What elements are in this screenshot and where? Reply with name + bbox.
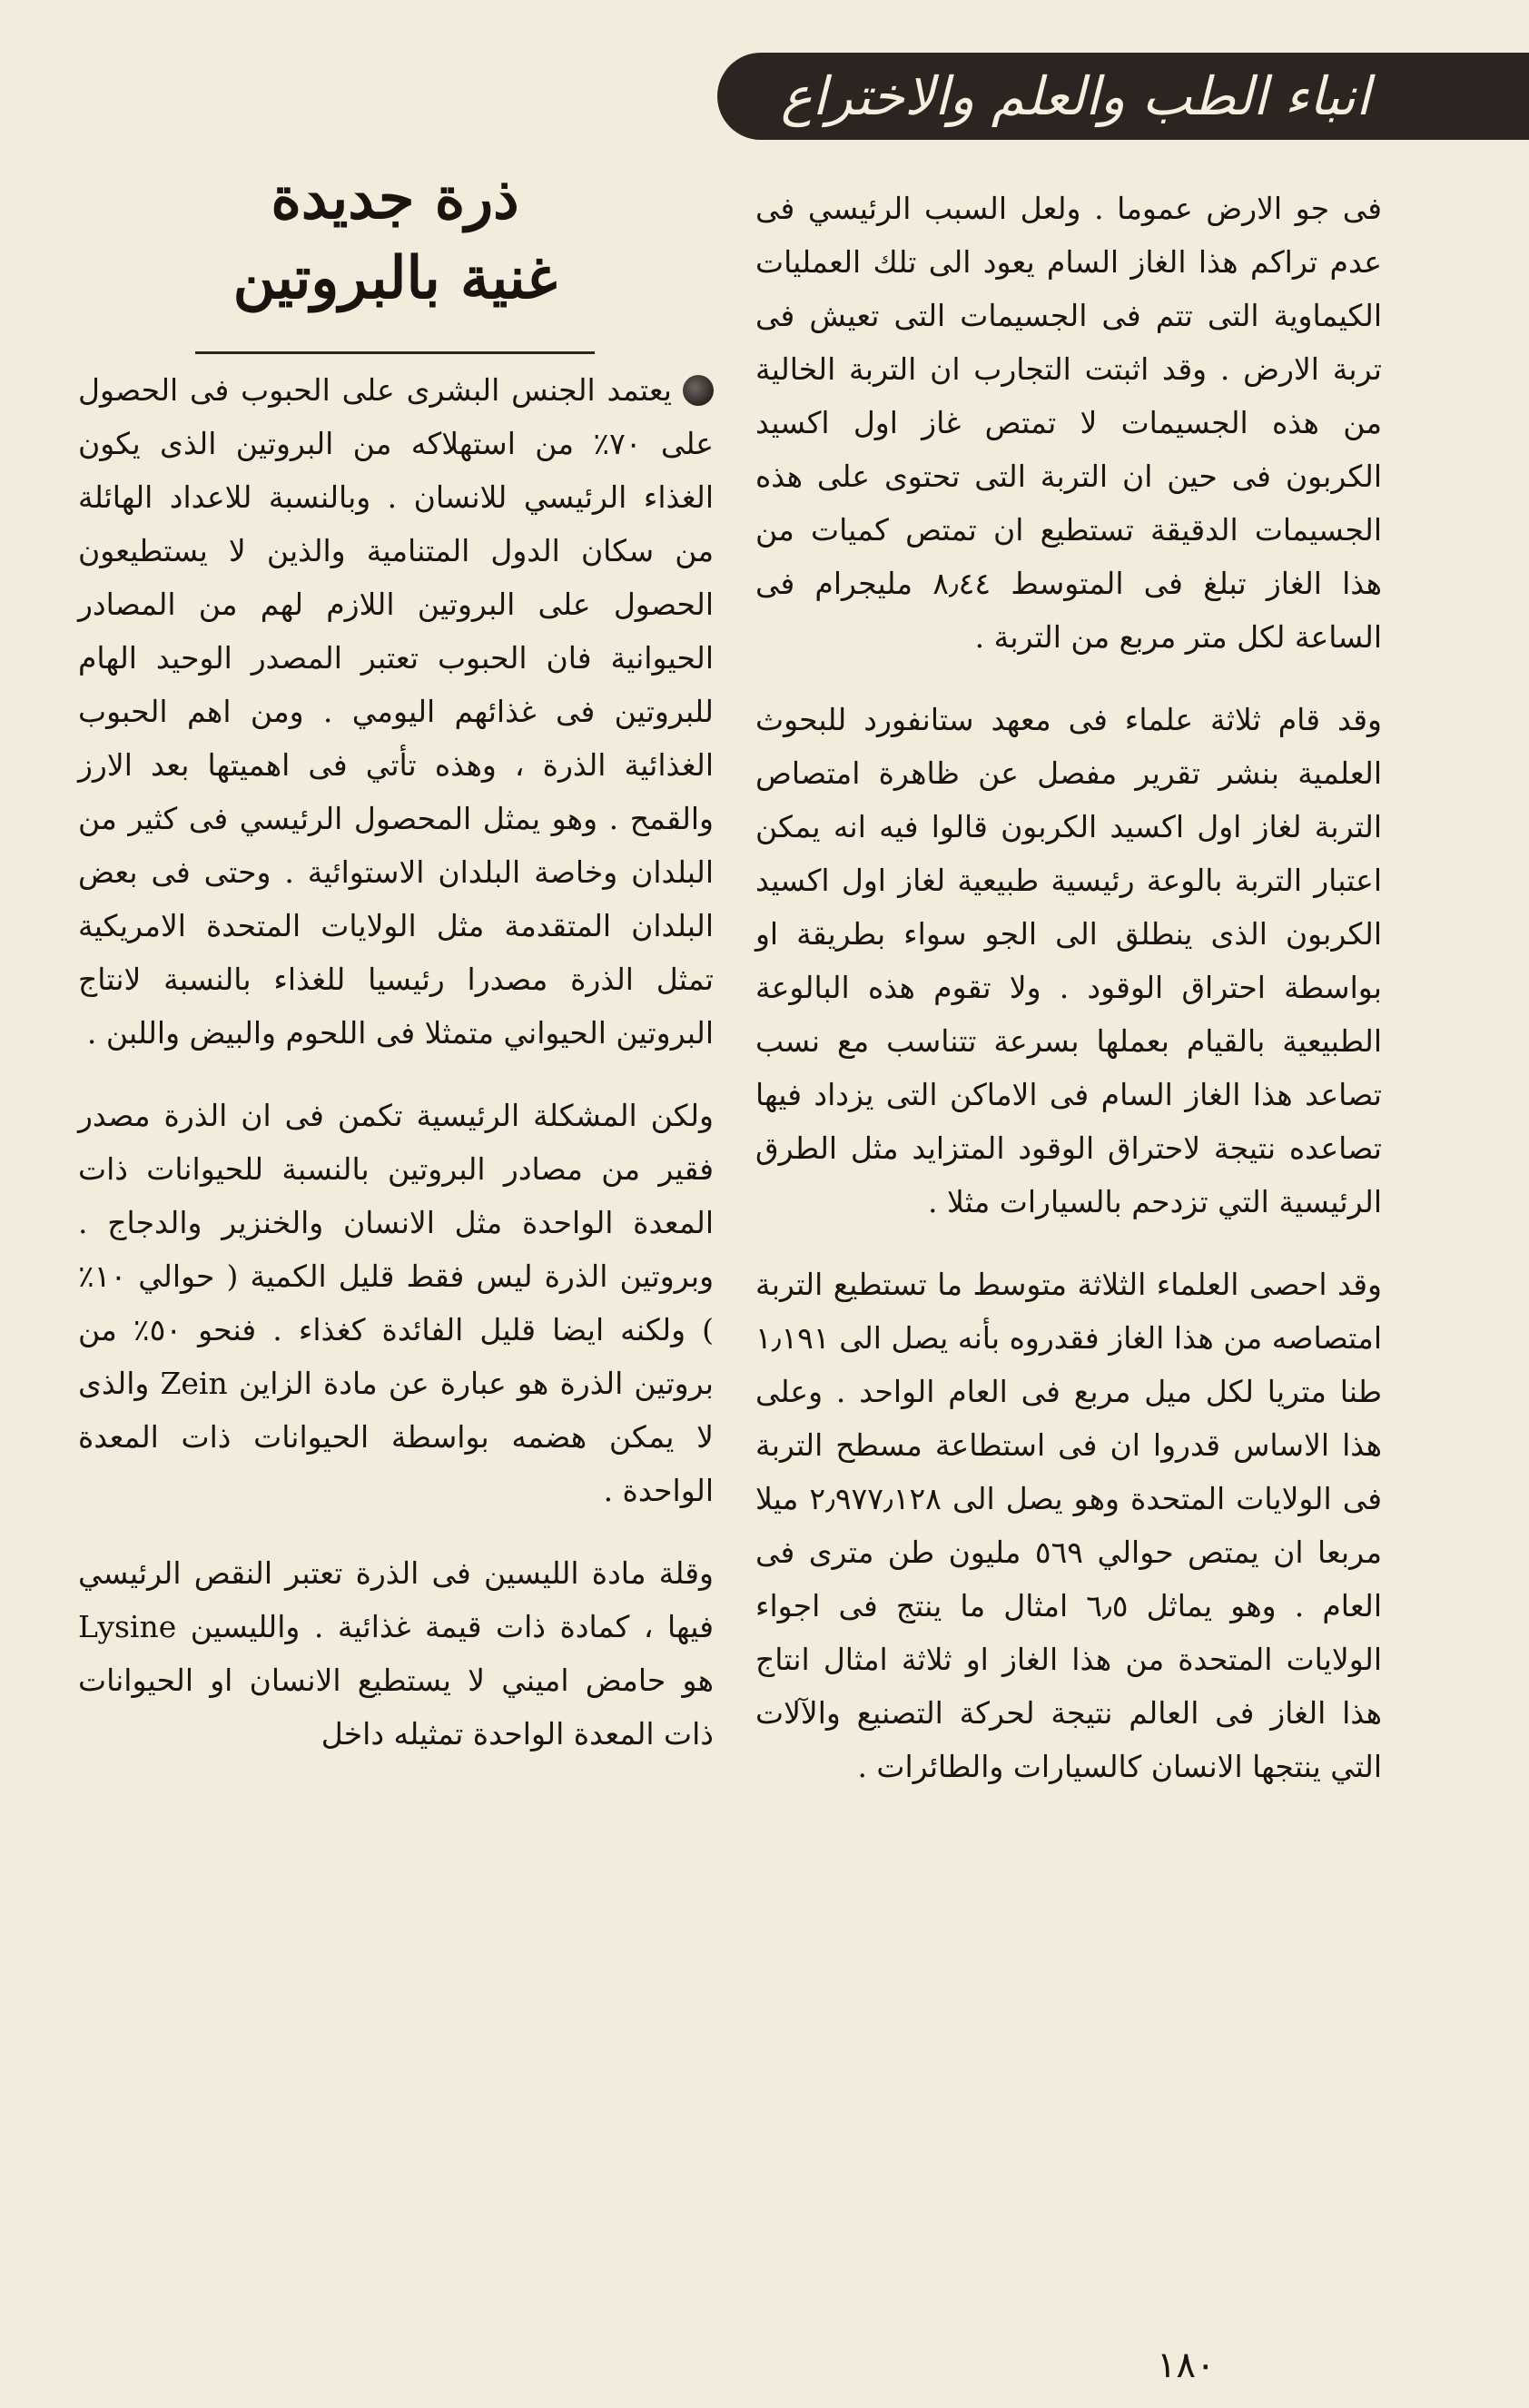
page-number: ١٨٠ (1157, 2344, 1216, 2386)
left-column (78, 363, 714, 1790)
article-title (91, 159, 699, 319)
right-paragraph-3: وقد احصى العلماء الثلاثة متوسط ما تستطيع التربة امتصاصه من هذا الغاز فقدروه بأنه يصل الى ١٫١٩١ طنا متريا لكل ميل مربع فى العام الواحد . وعلى هذا الاساس قدروا ان فى استطاعة مسطح التربة فى الولايات المتحدة وهو يصل الى ٢٫٩٧٧٫١٢٨ ميلا مربعا ان يمتص حوالي ٥٦٩ مليون طن مترى فى العام . وهو يماثل ٦٫٥ امثال ما ينتج فى اجواء الولايات المتحدة من هذا الغاز او ثلاثة امثال انتاج هذا الغاز فى العالم نتيجة لحركة التصنيع والآلات التي ينتجها الانسان كالسيارات والطائرات . (755, 1267, 1382, 1784)
bullet-dot-icon (683, 375, 714, 406)
article-title-line-1: ذرة جديدة (271, 164, 519, 232)
title-divider (195, 351, 595, 354)
article-title-line-2: غنية بالبروتين (232, 244, 557, 312)
left-paragraph-3: وقلة مادة الليسين فى الذرة تعتبر النقص الرئيسي فيها ، كمادة ذات قيمة غذائية . والليسين Lysine هو حامض اميني لا يستطيع الانسان او الحيوانات ذات المعدة الواحدة تمثيله داخل (78, 1555, 714, 1752)
right-paragraph-2: وقد قام ثلاثة علماء فى معهد ستانفورد للبحوث العلمية بنشر تقرير مفصل عن ظاهرة امتصاص التربة لغاز اول اكسيد الكربون قالوا فيه انه يمكن اعتبار التربة بالوعة رئيسية طبيعية لغاز اول اكسيد الكربون الذى ينطلق الى الجو سواء بطريقة او بواسطة احتراق الوقود . ولا تقوم هذه البالوعة الطبيعية بالقيام بعملها بسرعة تتناسب مع نسب تصاعد هذا الغاز السام فى الاماكن التى يزداد فيها تصاعده نتيجة لاحتراق الوقود المتزايد مثل الطرق الرئيسية التي تزدحم بالسيارات مثلا . (755, 702, 1382, 1219)
right-column (755, 182, 1382, 1822)
section-header-banner (717, 53, 1529, 140)
left-paragraph-1-text: يعتمد الجنس البشرى على الحبوب فى الحصول على ٧٠٪ من استهلاكه من البروتين الذى يكون الغذاء الرئيسي للانسان . وبالنسبة للاعداد الهائلة من سكان الدول المتنامية والذين لا يستطيعون الحصول على البروتين اللازم لهم من المصادر الحيوانية فان الحبوب تعتبر المصدر الوحيد الهام للبروتين فى غذائهم اليومي . ومن اهم الحبوب الغذائية الذرة ، وهذه تأتي فى اهميتها بعد الارز والقمح . وهو يمثل المحصول الرئيسي فى كثير من البلدان وخاصة البلدان الاستوائية . وحتى فى بعض البلدان المتقدمة مثل الولايات المتحدة الامريكية تمثل الذرة مصدرا رئيسيا للغذاء بالنسبة لانتاج البروتين الحيواني متمثلا فى اللحوم والبيض واللبن . (78, 372, 714, 1051)
left-paragraph-2: ولكن المشكلة الرئيسية تكمن فى ان الذرة مصدر فقير من مصادر البروتين بالنسبة للحيوانات ذات المعدة الواحدة مثل الانسان والخنزير والدجاج . وبروتين الذرة ليس فقط قليل الكمية ( حوالي ١٠٪ ) ولكنه ايضا قليل الفائدة كغذاء . فنحو ٥٠٪ من بروتين الذرة هو عبارة عن مادة الزاين Zein والذى لا يمكن هضمه بواسطة الحيوانات ذات المعدة الواحدة . (78, 1098, 714, 1508)
right-paragraph-1: فى جو الارض عموما . ولعل السبب الرئيسي فى عدم تراكم هذا الغاز السام يعود الى تلك العمليات الكيماوية التى تتم فى الجسيمات التى تعيش فى تربة الارض . وقد اثبتت التجارب ان التربة الخالية من هذه الجسيمات لا تمتص غاز اول اكسيد الكربون فى حين ان التربة التى تحتوى على هذه الجسيمات الدقيقة تستطيع ان تمتص كميات من هذا الغاز تبلغ فى المتوسط ٨٫٤٤ مليجرام فى الساعة لكل متر مربع من التربة . (755, 191, 1382, 655)
left-paragraph-1 (78, 363, 714, 1060)
section-header-title: انباء الطب والعلم والاختراع (781, 65, 1371, 127)
